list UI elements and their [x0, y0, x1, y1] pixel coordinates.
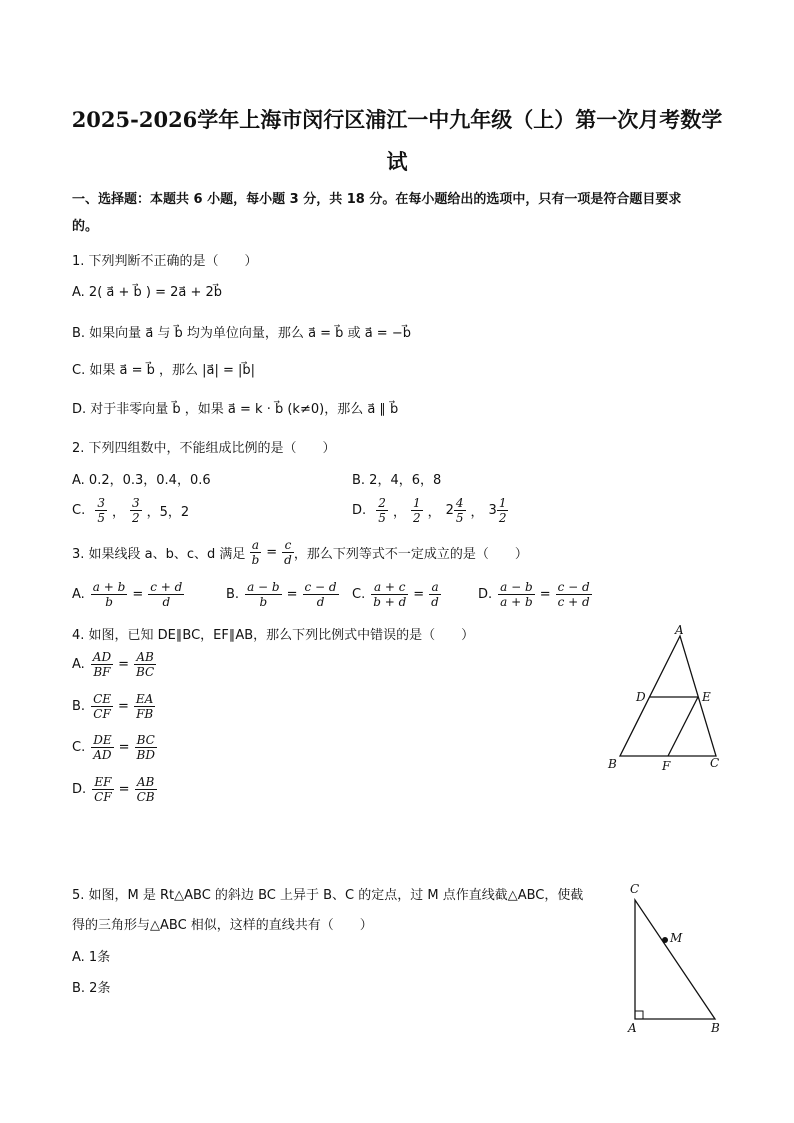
- denominator: FB: [136, 707, 154, 721]
- numerator: 3: [132, 496, 140, 510]
- q3-stem-post: ，那么下列等式不一定成立的是（ ）: [293, 547, 528, 562]
- point-label-a: A: [675, 623, 684, 637]
- q2-option-c-label: C.: [72, 503, 86, 518]
- q4-triangle-figure: [600, 622, 735, 780]
- denominator: 2: [412, 511, 421, 525]
- denominator: d: [431, 595, 439, 609]
- numerator: 3: [97, 496, 105, 510]
- point-label-b: B: [711, 1021, 720, 1035]
- q3-option-a: A. $\frac{a + b}{b}$ = $\frac{c + d}{d}$: [72, 580, 183, 609]
- q3-stem-fraction-2: [282, 538, 294, 567]
- q5-right-triangle-figure: [620, 876, 730, 1042]
- denominator: 2: [132, 511, 140, 525]
- denominator: BD: [136, 748, 155, 762]
- q5-option-b: B. 2条: [72, 981, 111, 996]
- q1-option-a: A. 2( a⃗ + b⃗ ) = 2a⃗ + 2b⃗: [72, 285, 223, 300]
- q2-d-fraction-3: [454, 496, 466, 525]
- denominator: 5: [455, 511, 464, 525]
- denominator: 5: [378, 511, 386, 525]
- q3-stem-equals: =: [266, 545, 278, 560]
- numerator: c + d: [150, 580, 183, 594]
- q2-option-b: B. 2，4，6，8: [352, 473, 442, 488]
- triangle-abc: [635, 900, 715, 1019]
- q2-option-c: C. $\frac{3}{5}$ ， $\frac{3}{2}$ ，5，2: [72, 496, 190, 525]
- q4-option-d: D. $\frac{EF}{CF}$ = $\frac{AB}{CB}$: [72, 775, 155, 804]
- numerator: 1: [412, 496, 421, 510]
- page-title-line1: 2025-2026学年上海市闵行区浦江一中九年级（上）第一次月考数学: [71, 107, 723, 132]
- numerator: c − d: [557, 580, 590, 594]
- denominator: d: [162, 595, 171, 609]
- denominator: BF: [93, 665, 111, 679]
- numerator: EF: [92, 775, 114, 790]
- numerator: a: [429, 580, 441, 595]
- q4-option-a: A. $\frac{AD}{BF}$ = $\frac{AB}{BC}$: [72, 650, 155, 679]
- q2-d-whole-3: 2: [445, 503, 454, 518]
- q3-option-c: C. $\frac{a + c}{b + d}$ = $\frac{a}{d}$: [352, 580, 439, 609]
- segment-ef: [668, 697, 698, 756]
- q3-option-c-label: C.: [352, 587, 366, 602]
- point-label-a: A: [628, 1021, 637, 1035]
- q2-stem: 2. 下列四组数中，不能组成比例的是（ ）: [72, 441, 336, 456]
- q4-stem: 4. 如图，已知 DE∥BC，EF∥AB，那么下列比例式中错误的是（ ）: [72, 628, 475, 643]
- q4-option-b: B. $\frac{CE}{CF}$ = $\frac{EA}{FB}$: [72, 692, 154, 721]
- q2-option-d-label: D.: [352, 503, 367, 518]
- numerator: a + b: [92, 580, 126, 594]
- point-label-f: F: [662, 759, 671, 773]
- denominator: b: [259, 595, 268, 609]
- denominator: BC: [136, 665, 155, 679]
- q4-option-c-label: C.: [72, 740, 86, 755]
- q2-d-fraction-2: [411, 496, 423, 525]
- q5-stem-line2: 得的三角形与△ABC 相似，这样的直线共有（ ）: [72, 918, 373, 933]
- q3-option-a-label: A.: [72, 587, 85, 602]
- section-header-line2: 的。: [72, 219, 99, 234]
- denominator: d: [316, 595, 325, 609]
- point-m: [662, 937, 668, 943]
- q2-c-fraction-1: [95, 496, 107, 525]
- numerator: a − b: [500, 580, 533, 594]
- q2-d-fraction-1: [376, 496, 388, 525]
- q1-option-c: C. 如果 a⃗ = b⃗ ，那么 |a⃗| = |b⃗|: [72, 363, 256, 378]
- q1-stem: 1. 下列判断不正确的是（ ）: [72, 254, 258, 269]
- denominator: 2: [498, 511, 507, 525]
- numerator: CE: [93, 692, 112, 706]
- denominator: AD: [93, 748, 112, 762]
- q1-option-b: B. 如果向量 a⃗ 与 b⃗ 均为单位向量，那么 a⃗ = b⃗ 或 a⃗ = −b⃗: [72, 326, 411, 341]
- numerator: a − b: [247, 580, 280, 594]
- numerator: a + c: [371, 580, 408, 595]
- numerator: 1: [498, 496, 507, 510]
- q3-stem: [72, 538, 528, 567]
- numerator: 2: [378, 496, 386, 510]
- q2-option-d: D. $\frac{2}{5}$ ， $\frac{1}{2}$ ， 2 $\frac{4}{5}$ ， 3 $\frac{1}{2}$: [352, 496, 507, 525]
- q2-d-whole-4: 3: [488, 503, 497, 518]
- q2-d-fraction-4: [497, 496, 509, 525]
- point-label-b: B: [608, 757, 617, 771]
- numerator: c − d: [304, 580, 337, 594]
- numerator: AB: [135, 775, 157, 790]
- q5-option-a: A. 1条: [72, 950, 111, 965]
- q3-option-d: D. $\frac{a - b}{a + b}$ = $\frac{c - d}{c + d}$: [478, 580, 590, 609]
- q3-option-b-label: B.: [226, 587, 240, 602]
- denominator: b: [105, 595, 113, 609]
- q3-stem-pre: 3. 如果线段 a、b、c、d 满足: [72, 547, 246, 562]
- denominator: a + b: [500, 595, 533, 609]
- point-label-c: C: [630, 882, 640, 896]
- point-label-d: D: [636, 690, 646, 704]
- section-header-line1: 一、选择题：本题共 6 小题，每小题 3 分，共 18 分。在每小题给出的选项中，只有一项是符合题目要求: [72, 192, 682, 207]
- q4-option-a-label: A.: [72, 657, 85, 672]
- denominator: b + d: [373, 595, 407, 609]
- numerator: DE: [93, 733, 112, 747]
- denominator: 5: [97, 511, 105, 525]
- q2-c-rest: ，5，2: [146, 505, 190, 520]
- right-angle-mark: [635, 1011, 643, 1019]
- denominator: c + d: [557, 595, 590, 609]
- q4-option-d-label: D.: [72, 782, 87, 797]
- q5-stem-line1: 5. 如图，M 是 Rt△ABC 的斜边 BC 上异于 B、C 的定点，过 M 点作直线截△ABC，使截: [72, 888, 584, 903]
- point-label-m: M: [670, 931, 683, 945]
- numerator: BC: [135, 733, 157, 748]
- point-label-e: E: [702, 690, 711, 704]
- denominator: d: [284, 553, 292, 567]
- numerator: EA: [135, 692, 154, 706]
- q3-option-b: B. $\frac{a - b}{b}$ = $\frac{c - d}{d}$: [226, 580, 337, 609]
- numerator: 4: [455, 496, 464, 510]
- denominator: CB: [136, 790, 155, 804]
- q3-option-d-label: D.: [478, 587, 493, 602]
- denominator: b: [251, 553, 260, 567]
- numerator: c: [282, 538, 294, 553]
- q3-stem-fraction-1: [250, 538, 262, 567]
- numerator: AD: [92, 650, 112, 664]
- q4-option-c: C. $\frac{DE}{AD}$ = $\frac{BC}{BD}$: [72, 733, 155, 762]
- q4-option-b-label: B.: [72, 699, 86, 714]
- numerator: a: [250, 538, 262, 553]
- q2-c-fraction-2: [130, 496, 142, 525]
- q2-option-a: A. 0.2，0.3，0.4，0.6: [72, 473, 211, 488]
- denominator: CF: [93, 707, 111, 721]
- point-label-c: C: [710, 756, 720, 770]
- denominator: CF: [94, 790, 112, 804]
- q1-option-d: D. 对于非零向量 b⃗ ，如果 a⃗ = k · b⃗ (k≠0)，那么 a⃗ ∥ b⃗: [72, 402, 399, 417]
- page-title-line2: 试: [386, 149, 408, 174]
- numerator: AB: [134, 650, 156, 665]
